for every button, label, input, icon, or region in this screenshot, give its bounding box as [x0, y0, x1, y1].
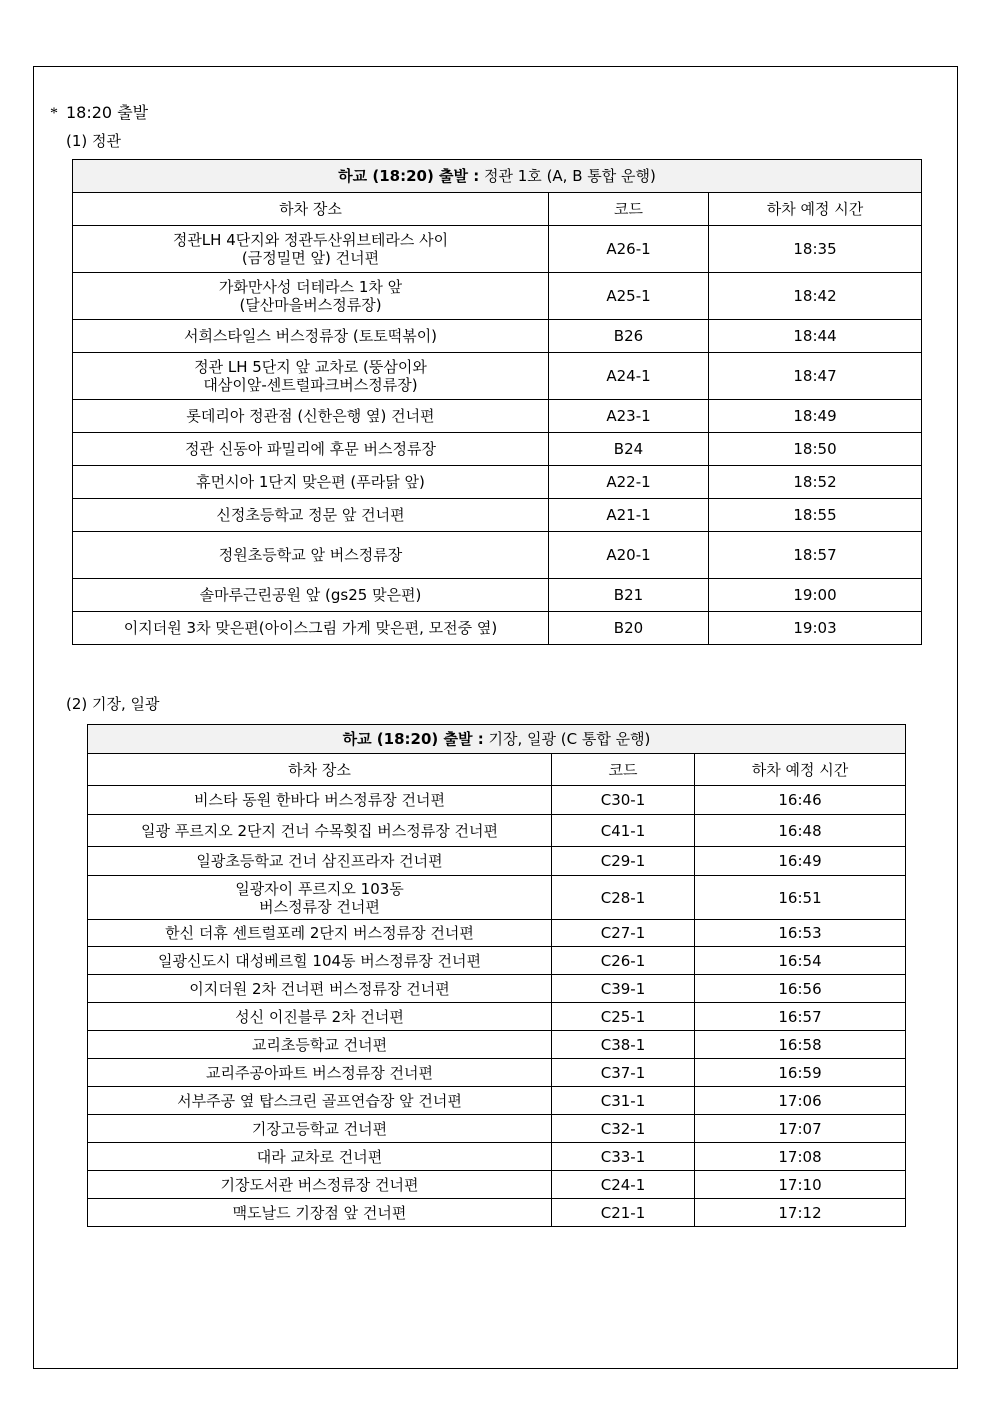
section2-label: (2) 기장, 일광 [66, 695, 160, 713]
table-row [88, 1059, 906, 1087]
table-row [73, 433, 922, 466]
stop-place [88, 975, 552, 1003]
stop-place [88, 1171, 552, 1199]
stop-time: 19:03 [709, 612, 922, 645]
stop-code: A21-1 [549, 499, 709, 532]
stop-place [73, 532, 549, 579]
stop-time: 16:51 [695, 876, 906, 920]
stop-time: 17:12 [695, 1199, 906, 1227]
stop-time: 17:06 [695, 1087, 906, 1115]
stop-time: 18:57 [709, 532, 922, 579]
stop-place [73, 273, 549, 320]
stop-place-line: 이지더원 2차 건너편 버스정류장 건너편 [189, 979, 450, 998]
stop-place [88, 1059, 552, 1087]
stop-code: C21-1 [552, 1199, 695, 1227]
stop-place [73, 433, 549, 466]
table-title-text: 정관 1호 (A, B 통합 운행) [479, 167, 656, 185]
table-row [73, 532, 922, 579]
stop-place [73, 400, 549, 433]
header-place: 하차 장소 [73, 193, 549, 226]
stop-time: 17:10 [695, 1171, 906, 1199]
stop-code: A20-1 [549, 532, 709, 579]
stop-time: 17:07 [695, 1115, 906, 1143]
table-row [88, 815, 906, 847]
table-row [88, 786, 906, 815]
stop-code: C27-1 [552, 920, 695, 947]
table-row [88, 876, 906, 920]
table-header-row [88, 754, 906, 786]
stop-code: C31-1 [552, 1087, 695, 1115]
table-row [88, 1199, 906, 1227]
stop-code: B26 [549, 320, 709, 353]
stop-place-line: 일광신도시 대성베르힐 104동 버스정류장 건너편 [157, 951, 481, 970]
stop-code: C30-1 [552, 786, 695, 815]
stop-place [88, 786, 552, 815]
stop-place [88, 815, 552, 847]
heading-bullet: * [50, 105, 58, 122]
stop-time: 18:35 [709, 226, 922, 273]
header-time: 하차 예정 시간 [709, 193, 922, 226]
stop-place-line: 정관LH 4단지와 정관두산위브테라스 사이 [172, 231, 449, 249]
stop-place-line: 성신 이진블루 2차 건너편 [235, 1007, 404, 1026]
table-row [73, 320, 922, 353]
stop-place [73, 466, 549, 499]
stop-code: C28-1 [552, 876, 695, 920]
table-title-bold: 하교 (18:20) 출발 : [342, 730, 484, 748]
table-row [73, 579, 922, 612]
stop-code: B20 [549, 612, 709, 645]
stop-place [88, 1115, 552, 1143]
stop-place-line: 맥도날드 기장점 앞 건너편 [232, 1203, 407, 1222]
stop-code: C26-1 [552, 947, 695, 975]
stop-place-line: 일광 푸르지오 2단지 건너 수목횟집 버스정류장 건너편 [141, 821, 498, 840]
table-row [88, 1031, 906, 1059]
table-row [88, 1115, 906, 1143]
table-title-row [73, 160, 922, 193]
stop-time: 16:56 [695, 975, 906, 1003]
stop-code: A24-1 [549, 353, 709, 400]
stop-time: 18:55 [709, 499, 922, 532]
stop-code: A26-1 [549, 226, 709, 273]
stop-time: 18:52 [709, 466, 922, 499]
stop-place-line: 휴먼시아 1단지 맞은편 (푸라닭 앞) [196, 473, 425, 491]
table-title-text: 기장, 일광 (C 통합 운행) [483, 730, 651, 748]
stop-place-line: 기장도서관 버스정류장 건너편 [220, 1175, 419, 1194]
stop-time: 18:49 [709, 400, 922, 433]
table-row [73, 612, 922, 645]
stop-place [73, 320, 549, 353]
stop-time: 16:53 [695, 920, 906, 947]
stop-time: 16:46 [695, 786, 906, 815]
stop-place [88, 1031, 552, 1059]
table-row [88, 920, 906, 947]
header-place: 하차 장소 [88, 754, 552, 786]
table-header-row [73, 193, 922, 226]
header-code: 코드 [552, 754, 695, 786]
stop-place-line: (금정밀면 앞) 건너편 [241, 249, 380, 267]
stop-time: 18:50 [709, 433, 922, 466]
table-title [73, 160, 922, 193]
stop-place-line: 한신 더휴 센트럴포레 2단지 버스정류장 건너편 [165, 924, 474, 942]
stop-place [88, 1143, 552, 1171]
section1-label: (1) 정관 [66, 132, 121, 150]
stop-place [73, 499, 549, 532]
table-title-bold: 하교 (18:20) 출발 : [338, 167, 480, 185]
stop-time: 16:59 [695, 1059, 906, 1087]
table-row [73, 499, 922, 532]
stop-code: C24-1 [552, 1171, 695, 1199]
stop-code: A23-1 [549, 400, 709, 433]
stop-time: 18:44 [709, 320, 922, 353]
stop-code: B21 [549, 579, 709, 612]
stop-code: C38-1 [552, 1031, 695, 1059]
stop-code: B24 [549, 433, 709, 466]
table-row [73, 400, 922, 433]
stop-place-line: 정원초등학교 앞 버스정류장 [218, 546, 403, 564]
table-row [73, 353, 922, 400]
header-code: 코드 [549, 193, 709, 226]
stop-code: C39-1 [552, 975, 695, 1003]
stop-time: 16:48 [695, 815, 906, 847]
stop-place [88, 847, 552, 876]
stop-place-line: 대라 교차로 건너편 [256, 1147, 383, 1166]
table-row [88, 1143, 906, 1171]
section2-table [87, 724, 906, 1227]
table-title [88, 725, 906, 754]
stop-time: 16:58 [695, 1031, 906, 1059]
stop-place-line: 교리초등학교 건너편 [251, 1035, 388, 1054]
stop-place-line: 솔마루근린공원 앞 (gs25 맞은편) [199, 586, 422, 604]
stop-time: 19:00 [709, 579, 922, 612]
table-row [88, 1087, 906, 1115]
stop-time: 16:54 [695, 947, 906, 975]
stop-time: 17:08 [695, 1143, 906, 1171]
stop-place-line: 일광자이 푸르지오 103동 [235, 879, 404, 898]
table-row [73, 273, 922, 320]
heading-text: 18:20 출발 [66, 103, 149, 122]
stop-place [88, 876, 552, 920]
stop-code: C37-1 [552, 1059, 695, 1087]
stop-code: C29-1 [552, 847, 695, 876]
stop-place [88, 1199, 552, 1227]
stop-place-line: 대삼이앞-센트럴파크버스정류장) [203, 376, 418, 394]
stop-place [88, 1003, 552, 1031]
table-row [88, 847, 906, 876]
stop-place-line: 서부주공 옆 탑스크린 골프연습장 앞 건너편 [177, 1091, 462, 1110]
stop-time: 16:57 [695, 1003, 906, 1031]
stop-place-line: 가화만사성 더테라스 1차 앞 [218, 278, 403, 296]
stop-code: A22-1 [549, 466, 709, 499]
stop-code: C33-1 [552, 1143, 695, 1171]
stop-time: 18:47 [709, 353, 922, 400]
stop-place [73, 226, 549, 273]
table-row [88, 975, 906, 1003]
stop-place [88, 947, 552, 975]
stop-place [88, 920, 552, 947]
table-row [88, 1171, 906, 1199]
stop-code: C25-1 [552, 1003, 695, 1031]
stop-place-line: 일광초등학교 건너 삼진프라자 건너편 [196, 852, 443, 870]
table-row [88, 947, 906, 975]
stop-place-line: 서희스타일스 버스정류장 (토토떡볶이) [183, 327, 438, 345]
stop-place [88, 1087, 552, 1115]
section1-table [72, 159, 922, 645]
header-time: 하차 예정 시간 [695, 754, 906, 786]
table-row [88, 1003, 906, 1031]
stop-place-line: 정관 LH 5단지 앞 교차로 (뚱삼이와 [194, 358, 427, 376]
stop-place-line: 이지더원 3차 맞은편(아이스그림 가게 맞은편, 모전중 옆) [123, 619, 498, 637]
departure-heading [50, 100, 148, 123]
stop-code: C32-1 [552, 1115, 695, 1143]
stop-place-line: 정관 신동아 파밀리에 후문 버스정류장 [185, 440, 436, 458]
stop-place-line: (달산마을버스정류장) [239, 296, 382, 314]
table-row [73, 466, 922, 499]
stop-place-line: 비스타 동원 한바다 버스정류장 건너편 [194, 791, 445, 809]
stop-place [73, 579, 549, 612]
table-row [73, 226, 922, 273]
stop-place-line: 기장고등학교 건너편 [251, 1119, 388, 1138]
stop-code: C41-1 [552, 815, 695, 847]
stop-place [73, 612, 549, 645]
stop-place-line: 신정초등학교 정문 앞 건너편 [216, 506, 405, 524]
stop-code: A25-1 [549, 273, 709, 320]
stop-place [73, 353, 549, 400]
stop-place-line: 롯데리아 정관점 (신한은행 옆) 건너편 [186, 407, 435, 425]
stop-place-line: 교리주공아파트 버스정류장 건너편 [206, 1063, 433, 1082]
stop-time: 16:49 [695, 847, 906, 876]
table-title-row [88, 725, 906, 754]
stop-place-line: 버스정류장 건너편 [259, 897, 380, 916]
stop-time: 18:42 [709, 273, 922, 320]
